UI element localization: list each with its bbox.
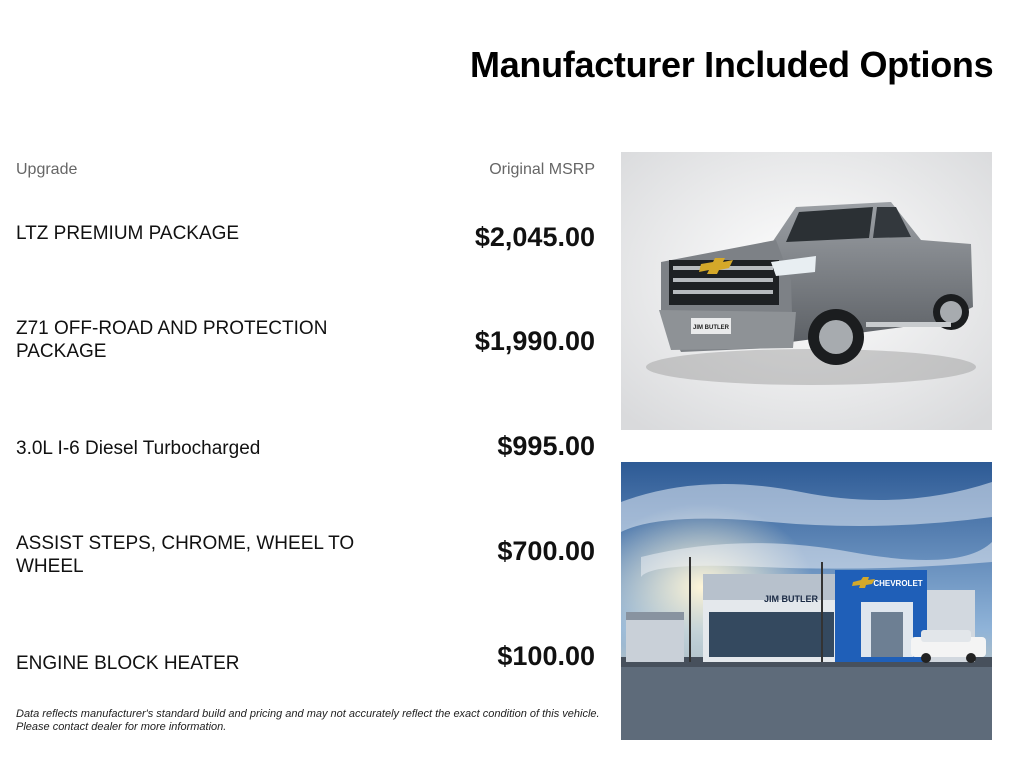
option-price: $1,990.00 <box>474 326 595 356</box>
option-price: $995.00 <box>497 431 595 461</box>
option-name: LTZ PREMIUM PACKAGE <box>16 223 240 244</box>
dealer-sign-text: JIM BUTLER <box>764 594 818 604</box>
option-name: 3.0L I-6 Diesel Turbocharged <box>16 438 261 459</box>
dealership-photo <box>621 462 992 740</box>
brand-sign-text: CHEVROLET <box>873 579 923 588</box>
column-header-msrp: Original MSRP <box>489 161 595 178</box>
truck-plate-text: JIM BUTLER <box>693 325 729 331</box>
option-price: $700.00 <box>497 536 595 566</box>
truck-photo <box>621 152 992 430</box>
option-price: $100.00 <box>497 641 595 671</box>
column-header-upgrade: Upgrade <box>16 161 78 178</box>
option-name: Z71 OFF-ROAD AND PROTECTION PACKAGE <box>16 318 328 362</box>
disclaimer-text: Data reflects manufacturer's standard build and pricing and may not accurately reflect the exact condition of this vehicle. Please contact dealer for more information. <box>16 708 600 733</box>
option-name: ENGINE BLOCK HEATER <box>16 653 240 674</box>
option-price: $2,045.00 <box>474 222 595 252</box>
page-title: Manufacturer Included Options <box>470 44 994 85</box>
option-name: ASSIST STEPS, CHROME, WHEEL TO WHEEL <box>16 533 355 577</box>
